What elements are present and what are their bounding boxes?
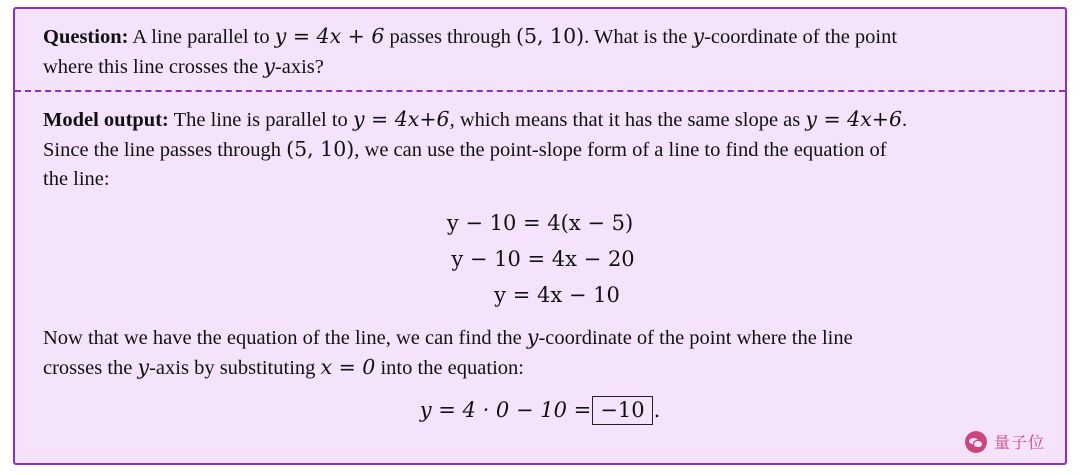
- output-text-j: -axis by substituting: [149, 356, 321, 379]
- output-text-b: , which means that it has the same slope as: [449, 108, 806, 131]
- model-output-label: Model output:: [43, 108, 169, 131]
- output-text-c: .: [902, 108, 908, 131]
- question-label: Question:: [43, 26, 129, 48]
- output-text-k: into the equation:: [375, 356, 524, 379]
- question-variable-y: y: [692, 24, 705, 48]
- output-line-4: [43, 324, 1037, 352]
- final-answer-box: −10: [592, 396, 652, 425]
- output-line-3: [43, 166, 1037, 193]
- watermark: [965, 430, 1045, 453]
- question-equation-1: y = 4x + 6: [274, 24, 385, 48]
- output-text-a: The line is parallel to: [168, 108, 353, 131]
- output-text-e: , we can use the point-slope form of a line to find the equation of: [354, 138, 887, 161]
- question-text-d: -coordinate of the point: [704, 26, 898, 48]
- output-line-1: [43, 106, 1037, 134]
- model-output-section: [15, 92, 1065, 436]
- output-variable-y: y: [526, 324, 539, 349]
- question-section: [15, 9, 1065, 90]
- final-equation: [43, 396, 1037, 425]
- watermark-text: 量子位: [993, 435, 1045, 452]
- output-text-f: the line:: [43, 168, 110, 190]
- question-text-c: . What is the: [584, 26, 693, 48]
- final-equation-suffix: .: [653, 398, 661, 423]
- question-text-a: A line parallel to: [128, 26, 275, 48]
- question-variable-y-2: y: [263, 54, 275, 79]
- output-line-5: [43, 354, 1037, 382]
- question-line-1: [43, 23, 1037, 51]
- equation-row: y = 4x − 10: [494, 283, 620, 308]
- question-line-2: [43, 53, 1037, 81]
- output-variable-y-2: y: [137, 354, 150, 379]
- question-text-e: where this line crosses the: [43, 56, 264, 79]
- output-text-d: Since the line passes through: [43, 138, 287, 161]
- question-text-b: passes through: [384, 26, 516, 48]
- output-text-h: -coordinate of the point where the line: [538, 326, 853, 349]
- output-text-i: crosses the: [43, 356, 138, 379]
- wechat-icon: [965, 431, 987, 453]
- equation-row: y − 10 = 4(x − 5): [446, 211, 634, 236]
- equation-row: y − 10 = 4x − 20: [451, 247, 635, 272]
- qa-card: [13, 7, 1067, 465]
- output-substitution: x = 0: [320, 354, 376, 379]
- output-text-g: Now that we have the equation of the line, we can find the: [43, 326, 527, 349]
- output-equation-1: y = 4x+6: [352, 106, 450, 131]
- output-point: (5, 10): [286, 136, 355, 161]
- question-text-f: -axis?: [274, 56, 324, 79]
- output-equation-2: y = 4x+6: [805, 106, 903, 131]
- final-equation-prefix: y = 4 · 0 − 10 =: [419, 398, 592, 423]
- question-point: (5, 10): [515, 24, 585, 48]
- equation-block: [43, 205, 1037, 313]
- output-line-2: [43, 136, 1037, 164]
